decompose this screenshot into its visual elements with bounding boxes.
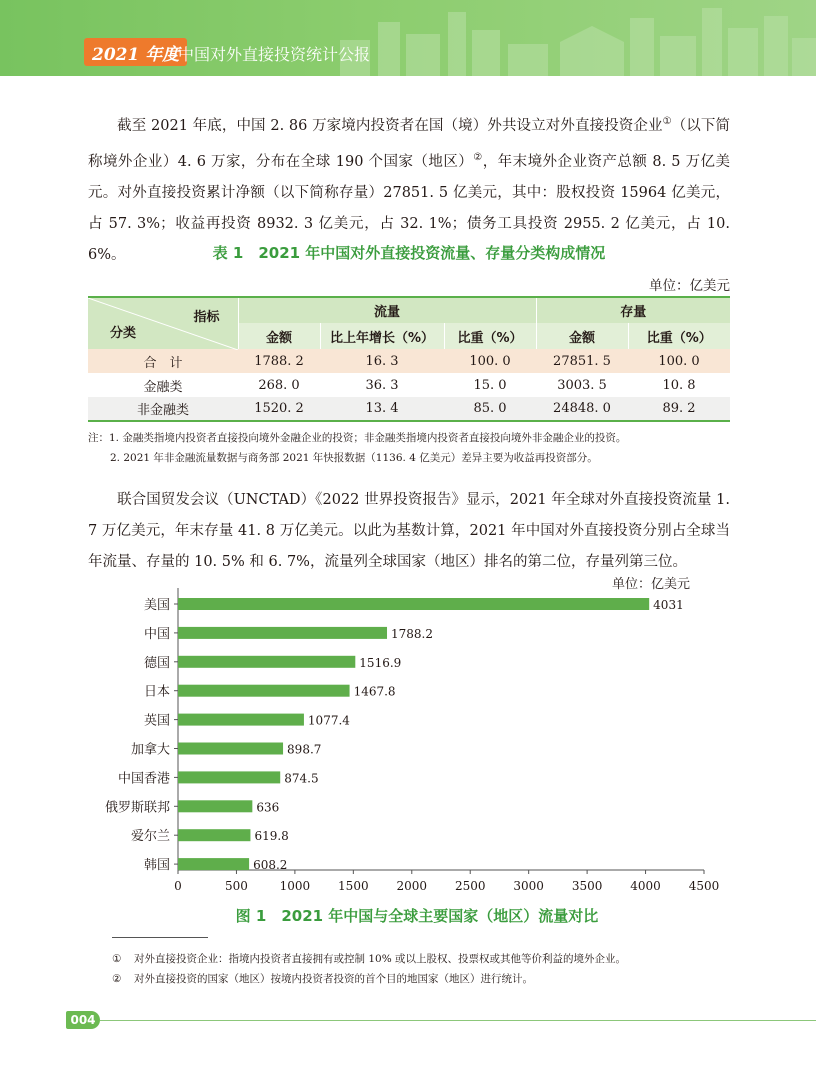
x-tick-label: 500: [224, 879, 248, 893]
x-tick-label: 0: [174, 879, 182, 893]
header-flow-group: 流量: [238, 297, 536, 323]
x-tick-label: 3500: [571, 879, 603, 893]
table-cell: 24848. 0: [553, 401, 611, 416]
category-label: 爱尔兰: [130, 829, 170, 845]
x-tick-label: 2500: [454, 879, 486, 893]
page-header: [0, 0, 816, 76]
x-tick-label: 3000: [513, 879, 544, 893]
intro-text-2: （以下简称境外企业）4. 6 万家，分布在全球 190 个国家（地区）: [88, 117, 731, 170]
table-row-financial: [88, 373, 730, 397]
page-number: 004: [66, 1011, 100, 1029]
header-stock-group: 存量: [536, 297, 730, 323]
x-tick-label: 4000: [630, 879, 661, 893]
bar: [178, 829, 250, 841]
table-cell: 10. 8: [662, 377, 696, 393]
table-cell: 1520. 2: [254, 401, 304, 416]
x-tick-label: 4500: [688, 879, 720, 893]
category-label: 美国: [143, 598, 170, 613]
table-cell: 100. 0: [658, 353, 700, 369]
row-label: 合 计: [143, 355, 183, 371]
category-label: 中国香港: [117, 771, 170, 787]
corner-category-label: 分类: [110, 326, 137, 341]
x-tick-label: 2000: [396, 879, 428, 893]
table-cell: 85. 0: [473, 401, 507, 416]
table-row-total: [88, 349, 730, 373]
header-stock-amount: 金额: [536, 323, 628, 349]
table-cell: 1788. 2: [254, 353, 304, 369]
year-badge: [84, 38, 187, 66]
row-label: 非金融类: [136, 403, 189, 418]
footnote-ref-2[interactable]: ②: [473, 151, 483, 163]
table-unit: 单位：亿美元: [649, 278, 730, 294]
bar: [178, 627, 387, 639]
header-flow-share: 比重（%）: [444, 323, 536, 349]
table-title: 表 1 2021 年中国对外直接投资流量、存量分类构成情况: [212, 244, 606, 262]
x-tick-label: 1500: [338, 879, 369, 893]
bar: [178, 598, 649, 610]
x-tick-label: 1000: [279, 879, 311, 893]
bar-value-label: 1788.2: [391, 626, 434, 641]
bar-value-label: 1077.4: [307, 713, 350, 728]
footnote-rule: [112, 937, 208, 938]
footnote-2: [112, 971, 533, 986]
flow-stock-table: [88, 296, 730, 422]
bar: [178, 685, 350, 697]
bar-value-label: 4031: [653, 598, 684, 612]
table-corner-header: [88, 297, 238, 349]
table-cell: 15. 0: [473, 377, 507, 393]
category-label: 中国: [143, 626, 170, 642]
bar: [178, 656, 355, 668]
bar: [178, 858, 249, 870]
bar-value-label: 636: [256, 800, 280, 815]
report-year: 2021 年度: [92, 44, 180, 65]
table-cell: 3003. 5: [557, 377, 607, 393]
corner-indicator-label: 指标: [193, 310, 220, 325]
bar: [178, 743, 283, 755]
bar-value-label: 1516.9: [359, 655, 402, 670]
table-note-2: 2. 2021 年非金融流量数据与商务部 2021 年快报数据（1136. 4 亿美元）差异主要为收益再投资部分。: [110, 452, 598, 464]
bar-value-label: 898.7: [287, 742, 322, 757]
header-flow-amount: 金额: [238, 323, 320, 349]
category-label: 英国: [143, 713, 170, 729]
bar-value-label: 1467.8: [353, 684, 396, 699]
category-label: 日本: [143, 684, 170, 700]
intro-text-1: 截至 2021 年底，中国 2. 86 万家境内投资者在国（境）外共设立对外直接投资企业: [117, 117, 663, 134]
footer-rule: [100, 1020, 816, 1021]
category-label: 韩国: [143, 858, 170, 874]
table-note-1: 注：1. 金融类指境内投资者直接投向境外金融企业的投资；非金融类指境内投资者直接投向境外非金融企业的投资。: [88, 432, 627, 444]
footnote-1-text: 对外直接投资企业：指境内投资者直接拥有或控制 10% 或以上股权、投票权或其他等价利益的境外企业。: [134, 953, 627, 965]
header-stock-share: 比重（%）: [628, 323, 730, 349]
city-skyline-decoration: [330, 0, 816, 76]
bar: [178, 714, 304, 726]
unctad-text: 联合国贸发会议（UNCTAD）《2022 世界投资报告》显示，2021 年全球对外直接投资流量 1. 7 万亿美元，年末存量 41. 8 万亿美元。以此为基数计算，2021 年中国对外直接投资分别占全球当年流量、存量的 10. 5% 和 6. 7%，流量列全球国家（地区）排名的第二位，存量列第三位。: [88, 492, 730, 570]
row-label: 金融类: [143, 379, 183, 395]
footnote-2-text: 对外直接投资的国家（地区）按境内投资者投资的首个目的地国家（地区）进行统计。: [134, 973, 533, 985]
footnote-1-number: ①: [112, 953, 122, 965]
header-flow-growth: 比上年增长（%）: [320, 323, 444, 349]
category-label: 德国: [143, 655, 170, 671]
table-cell: 89. 2: [662, 401, 696, 416]
footnote-ref-1[interactable]: ①: [662, 116, 672, 127]
bar: [178, 800, 252, 812]
footnote-1: [112, 951, 626, 966]
unctad-paragraph: [88, 485, 730, 578]
figure-title: 图 1 2021 年中国与全球主要国家（地区）流量对比: [235, 907, 599, 925]
table-cell: 100. 0: [469, 353, 511, 369]
footnote-2-number: ②: [112, 973, 122, 985]
intro-text-3: ，年末境外企业资产总额 8. 5 万亿美元。对外直接投资累计净额（以下简称存量）27851. 5 亿美元，其中：股权投资 15964 亿美元，占 57. 3%；收益再投资 8932. 3 亿美元，占 32. 1%；债务工具投资 2955. 2 亿美元，占 10. 6%。: [88, 153, 731, 263]
chart-unit-label: 单位：亿美元: [611, 577, 690, 592]
table-cell: 13. 4: [365, 401, 399, 416]
table-cell: 27851. 5: [553, 353, 611, 369]
bar-value-label: 874.5: [284, 771, 319, 786]
table-cell: 16. 3: [365, 353, 399, 369]
table-cell: 36. 3: [365, 377, 399, 393]
category-label: 俄罗斯联邦: [104, 800, 170, 816]
bar: [178, 771, 280, 783]
table-cell: 268. 0: [258, 377, 300, 393]
report-title: 中国对外直接投资统计公报: [178, 45, 371, 64]
category-label: 加拿大: [130, 742, 170, 758]
table-row-nonfinancial: [88, 397, 730, 421]
bar-value-label: 619.8: [254, 829, 289, 844]
bar-value-label: 608.2: [253, 858, 288, 873]
